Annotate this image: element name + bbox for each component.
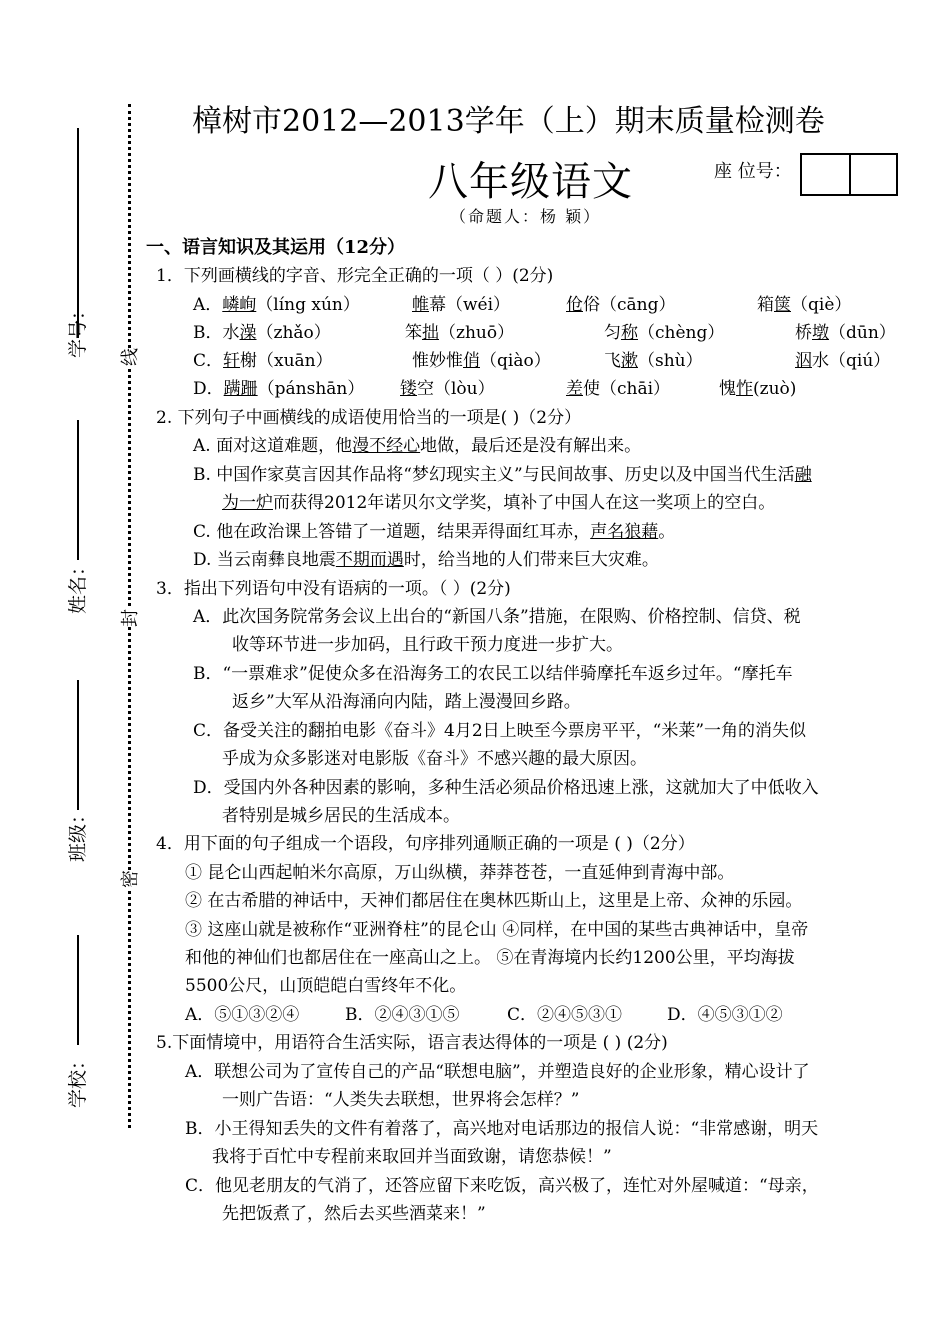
underlined-word: 泅 — [795, 351, 812, 371]
word-part: 惟妙惟 — [412, 351, 463, 371]
word-part: 箱 — [757, 295, 774, 315]
pinyin: （qiè） — [791, 295, 852, 315]
q4-option-c: C．②④⑤③① — [507, 1005, 623, 1025]
q1-option-a-3 — [566, 293, 676, 317]
q1-option-c-3 — [604, 349, 703, 373]
q1-option-a-2 — [412, 293, 510, 317]
q5-line: 先把饭煮了，然后去买些酒菜来！” — [222, 1204, 486, 1224]
name-label: 姓名： — [67, 556, 90, 615]
option-letter: B． — [193, 323, 223, 343]
text: C. 他在政治课上答错了一道题，结果弄得面红耳赤， — [193, 522, 591, 542]
text: D. 当云南彝良地震 — [193, 550, 336, 570]
word-part: 桥 — [795, 323, 812, 343]
underlined-word: 拙 — [422, 323, 439, 343]
text: 。 — [658, 522, 676, 542]
seat-label: 座 位号： — [714, 161, 792, 182]
word-part: 飞 — [604, 351, 621, 371]
underlined-word: 怍 — [736, 379, 753, 399]
q3-line: 乎成为众多影迷对电影版《奋斗》不感兴趣的最大原因。 — [222, 749, 647, 769]
underlined-idiom: 声名狼藉 — [590, 522, 659, 542]
q1-option-c — [193, 349, 333, 373]
pinyin: （zhǎo） — [256, 323, 331, 343]
exam-title: 樟树市2012—2013学年（上）期末质量检测卷 — [192, 104, 825, 139]
margin-line — [77, 680, 79, 810]
q5-stem: 5.下面情境中，用语符合生活实际，语言表达得体的一项是 ( ) (2分) — [156, 1033, 668, 1053]
seal-char-seal: 封 — [114, 609, 144, 627]
q5-line: 我将于百忙中专程前来取回并当面致谢，请您恭候！” — [212, 1147, 612, 1167]
pinyin: （dūn） — [829, 323, 896, 343]
q2-option-b-line2 — [222, 491, 775, 515]
q2-option-b-line1 — [193, 463, 812, 487]
q4-line: ② 在古希腊的神话中，天神们都居住在奥林匹斯山上，这里是上帝、众神的乐园。 — [185, 891, 803, 911]
underlined-word: 差 — [566, 379, 583, 399]
pinyin: （qiào） — [480, 351, 551, 371]
q3-stem: 3．指出下列语句中没有语病的一项。（ ）(2分) — [156, 579, 511, 599]
pinyin: 榭（xuān） — [240, 351, 333, 371]
q3-line: 收等环节进一步加码，且行政干预力度进一步扩大。 — [232, 635, 623, 655]
underlined-word: 箧 — [774, 295, 791, 315]
margin-line — [77, 935, 79, 1045]
q3-line: 者特别是城乡居民的生活成本。 — [222, 806, 460, 826]
text: B. 中国作家莫言因其作品将“梦幻现实主义”与民间故事、历史以及中国当代生活 — [193, 465, 795, 485]
q4-line: 5500公尺，山顶皑皑白雪终年不化。 — [185, 976, 467, 996]
margin-line — [77, 420, 79, 560]
q1-option-d-3 — [566, 377, 670, 401]
pinyin: （líng xún） — [256, 295, 360, 315]
pinyin: （chèng） — [638, 323, 725, 343]
underlined-word: 墩 — [812, 323, 829, 343]
section-heading: 一、语言知识及其运用（12分） — [146, 237, 406, 258]
word-part: 水 — [222, 323, 240, 343]
q4-line: ③ 这座山就是被称作“亚洲脊柱”的昆仑山 ④同样，在中国的某些古典神话中，皇帝 — [185, 920, 809, 940]
seat-number-box[interactable] — [800, 153, 898, 196]
text: 地做，最后还是没有解出来。 — [420, 436, 642, 456]
q5-line: B．小王得知丢失的文件有着落了，高兴地对电话那边的报信人说：“非常感谢，明天 — [185, 1119, 819, 1139]
underlined-word: 俏 — [463, 351, 480, 371]
underlined-idiom: 漫不经心 — [352, 436, 421, 456]
school-label: 学校： — [67, 1050, 90, 1109]
option-letter: D． — [193, 379, 224, 399]
underlined-word: 嶙峋 — [222, 295, 257, 315]
q5-line: A．联想公司为了宣传自己的产品“联想电脑”，并塑造良好的企业形象，精心设计了 — [185, 1062, 810, 1082]
text: 而获得2012年诺贝尔文学奖，填补了中国人在这一奖项上的空白。 — [273, 493, 776, 513]
q1-option-d-2 — [400, 377, 495, 401]
underlined-word: 漱 — [621, 351, 638, 371]
pinyin: 空（lòu） — [417, 379, 495, 399]
q2-option-a — [193, 434, 641, 458]
q4-line: 和他的神仙们也都居住在一座高山之上。 ⑤在青海境内长约1200公里，平均海拔 — [185, 948, 795, 968]
q3-line: A．此次国务院常务会议上出台的“新国八条”措施，在限购、价格控制、信贷、税 — [193, 607, 801, 627]
option-letter: C． — [193, 351, 224, 371]
option-letter: A． — [193, 295, 223, 315]
q1-option-d-4 — [719, 377, 796, 401]
pinyin: (zuò) — [753, 379, 797, 399]
q1-option-d — [193, 377, 364, 401]
pinyin: （pánshān） — [257, 379, 365, 399]
pinyin: 使（chāi） — [583, 379, 671, 399]
underlined-word: 蹒跚 — [223, 379, 258, 399]
subject-title: 八年级语文 — [428, 159, 633, 205]
q3-line: B．“一票难求”促使众多在沿海务工的农民工以结伴骑摩托车返乡过年。“摩托车 — [193, 664, 793, 684]
word-part: 匀 — [604, 323, 621, 343]
pinyin: （shù） — [638, 351, 703, 371]
seal-char-secret: 密 — [114, 870, 144, 888]
q1-option-c-2 — [412, 349, 551, 373]
pinyin: 幕（wéi） — [429, 295, 511, 315]
pinyin: （zhuō） — [439, 323, 515, 343]
pinyin: 水（qiú） — [812, 351, 891, 371]
q3-line: C．备受关注的翻拍电影《奋斗》4月2日上映至今票房平平，“米莱”一角的消失似 — [193, 721, 807, 741]
q1-option-b-3 — [604, 321, 724, 345]
pinyin: 俗（cāng） — [583, 295, 676, 315]
q3-line: D．受国内外各种因素的影响，多种生活必须品价格迅速上涨，这就加大了中低收入 — [193, 778, 819, 798]
q5-line: 一则广告语：“人类失去联想，世界将会怎样？” — [222, 1090, 580, 1110]
underlined-word: 镂 — [400, 379, 417, 399]
q1-option-c-4 — [795, 349, 890, 373]
q4-line: ① 昆仑山西起帕米尔高原，万山纵横，莽莽苍苍，一直延伸到青海中部。 — [185, 863, 735, 883]
word-part: 愧 — [719, 379, 736, 399]
underlined-idiom: 为一炉 — [222, 493, 273, 513]
seat-box-divider — [849, 155, 851, 194]
q1-stem: 1．下列画横线的字音、形完全正确的一项（ ）(2分) — [156, 266, 554, 286]
q1-option-b-2 — [405, 321, 514, 345]
q1-option-b — [193, 321, 331, 345]
q3-line: 返乡”大军从沿海涌向内陆，踏上漫漫回乡路。 — [232, 692, 581, 712]
q1-option-b-4 — [795, 321, 896, 345]
word-part: 笨 — [405, 323, 422, 343]
q2-option-c — [193, 520, 675, 544]
q1-option-a-4 — [757, 293, 851, 317]
q4-option-b: B．②④③①⑤ — [345, 1005, 460, 1025]
underlined-idiom: 不期而遇 — [335, 550, 404, 570]
text: A. 面对这道难题，他 — [193, 436, 353, 456]
q4-option-d: D．④⑤③①② — [667, 1005, 783, 1025]
q4-option-a: A．⑤①③②④ — [185, 1005, 300, 1025]
underlined-word: 伧 — [566, 295, 583, 315]
underlined-word: 澡 — [239, 323, 257, 343]
class-label: 班级： — [67, 804, 90, 863]
seal-char-line: 线 — [114, 348, 144, 366]
q4-stem: 4．用下面的句子组成一个语段，句序排列通顺正确的一项是 ( )（2分） — [156, 834, 695, 854]
author-line: （命题人：杨 颖） — [450, 207, 602, 226]
q1-option-a — [193, 293, 360, 317]
underlined-word: 称 — [621, 323, 638, 343]
student-id-label: 学号： — [67, 300, 90, 359]
underlined-word: 轩 — [223, 351, 241, 371]
underlined-word: 帷 — [412, 295, 429, 315]
underlined-idiom: 融 — [794, 465, 812, 485]
q5-line: C．他见老朋友的气消了，还答应留下来吃饭，高兴极了，连忙对外屋喊道：“母亲， — [185, 1176, 819, 1196]
q2-stem: 2. 下列句子中画横线的成语使用恰当的一项是( )（2分） — [156, 408, 582, 428]
q2-option-d — [193, 548, 659, 572]
text: 时，给当地的人们带来巨大灾难。 — [403, 550, 659, 570]
